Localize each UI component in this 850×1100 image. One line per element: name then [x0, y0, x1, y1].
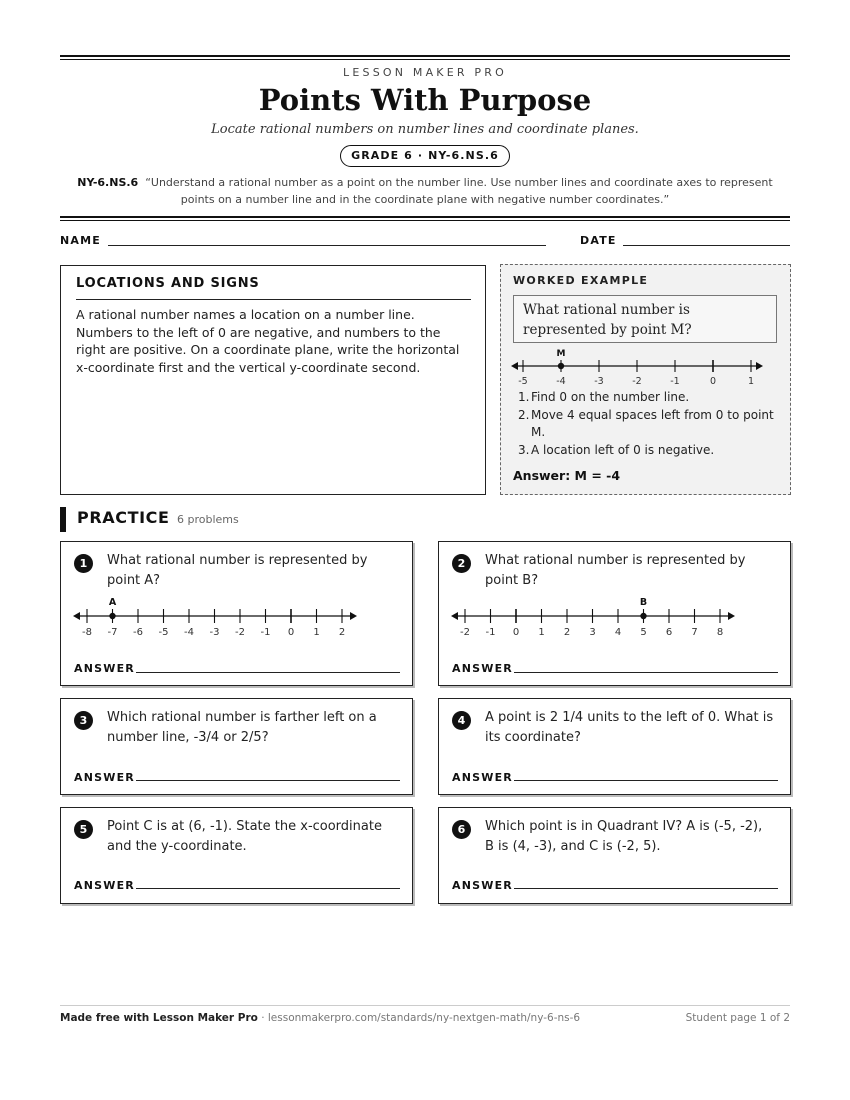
worked-example-box [500, 264, 791, 495]
point-label: B [639, 597, 648, 608]
problem-card-5 [60, 807, 413, 904]
tick-label: 3 [589, 627, 596, 638]
step-item: 1. Find 0 on the number line. [518, 390, 690, 404]
footer-made-with: Made free with Lesson Maker Pro [60, 1012, 258, 1024]
footer-url[interactable]: · lessonmakerpro.com/standards/ny-nextgen-math/ny-6-ns-6 [257, 1012, 581, 1024]
problem-number-line [71, 594, 371, 642]
tick-label: 6 [665, 627, 673, 638]
tick-label: -1 [485, 627, 496, 638]
practice-accent-bar [60, 507, 66, 532]
tick-label: 4 [614, 627, 622, 638]
step-item: 2. Move 4 equal spaces left from 0 to point M. [518, 407, 774, 439]
right-arrow-icon [350, 612, 357, 620]
tick-label: -3 [209, 627, 220, 638]
date-field[interactable] [623, 245, 790, 246]
tick-label: -3 [594, 376, 604, 387]
tick-label: 0 [512, 627, 520, 638]
practice-count: 6 problems [177, 513, 239, 526]
answer-field[interactable] [136, 780, 400, 781]
answer-label: ANSWER [74, 662, 135, 675]
concept-divider [76, 299, 471, 300]
tick-label: -2 [235, 627, 245, 638]
left-arrow-icon [73, 612, 80, 620]
problem-number: 1 [74, 554, 93, 573]
problem-number: 3 [74, 711, 93, 730]
tick-label: -2 [632, 376, 642, 387]
problem-card-1 [60, 541, 413, 686]
problem-question: A point is 2 1/4 units to the left of 0. What is its coordinate? [485, 710, 774, 745]
footer-credit [60, 1012, 580, 1024]
footer-divider [60, 1005, 790, 1006]
answer-field[interactable] [514, 672, 778, 673]
top-rule [60, 55, 790, 60]
tick-label: -4 [184, 627, 194, 638]
tick-label: -1 [670, 376, 680, 387]
concept-body: A rational number names a location on a number line. Numbers to the left of 0 are negative, and numbers to the right are positive. On a coordinate plane, write the horizontal x-coordinate first and the vertical y-coordinate second. [76, 307, 460, 375]
standard-code: NY-6.NS.6 [77, 176, 139, 189]
tick-label: 1 [747, 376, 755, 387]
tick-label: 2 [338, 627, 346, 638]
practice-title: PRACTICE [77, 508, 170, 527]
name-date-row [60, 234, 790, 250]
tick-label: -6 [133, 627, 143, 638]
standard-text: “Understand a rational number as a point on the number line. Use number lines and coordinate axes to represent points on a number line and in the coordinate plane with negative number coordinates.” [145, 176, 773, 206]
tick-label: 2 [563, 627, 571, 638]
answer-field[interactable] [514, 888, 778, 889]
right-arrow-icon [756, 362, 763, 370]
grade-badge: GRADE 6 · NY-6.NS.6 [340, 145, 510, 167]
problem-question: Which point is in Quadrant IV? A is (-5, -2), B is (4, -3), and C is (-2, 5). [485, 819, 763, 854]
answer-field[interactable] [136, 888, 400, 889]
left-arrow-icon [451, 612, 458, 620]
tick-label: 1 [538, 627, 545, 638]
problem-number: 6 [452, 820, 471, 839]
left-arrow-icon [511, 362, 518, 370]
tick-label: -7 [107, 627, 118, 638]
answer-label: ANSWER [452, 879, 513, 892]
answer-label: ANSWER [452, 662, 513, 675]
tick-label: -8 [82, 627, 92, 638]
page-subtitle: Locate rational numbers on number lines and coordinate planes. [211, 122, 639, 137]
worked-example-number-line [509, 348, 769, 388]
problem-number: 2 [452, 554, 471, 573]
worked-example-question: What rational number is represented by point M? [513, 295, 777, 343]
tick-label: -1 [260, 627, 271, 638]
tick-label: 8 [716, 627, 724, 638]
point-marker [109, 613, 115, 619]
answer-label: ANSWER [74, 771, 135, 784]
answer-label: ANSWER [74, 879, 135, 892]
problem-card-2 [438, 541, 791, 686]
concept-box [60, 265, 486, 495]
tick-label: -5 [518, 376, 528, 387]
problem-number: 5 [74, 820, 93, 839]
brand-name: LESSON MAKER PRO [343, 66, 507, 79]
concept-heading: LOCATIONS AND SIGNS [76, 276, 260, 291]
header-bottom-rule [60, 216, 790, 221]
problem-card-6 [438, 807, 791, 904]
tick-label: 5 [640, 627, 647, 638]
problem-number: 4 [452, 711, 471, 730]
problem-card-3 [60, 698, 413, 795]
answer-field[interactable] [136, 672, 400, 673]
date-label: DATE [580, 234, 617, 247]
problem-question: Point C is at (6, -1). State the x-coordinate and the y-coordinate. [107, 819, 382, 854]
point-label: M [556, 349, 566, 359]
worked-example-heading: WORKED EXAMPLE [513, 274, 649, 287]
name-field[interactable] [108, 245, 546, 246]
tick-label: 0 [287, 627, 295, 638]
worked-example-answer: Answer: M = -4 [513, 468, 621, 483]
problem-question: What rational number is represented by point A? [107, 553, 368, 588]
point-marker [558, 363, 564, 369]
answer-label: ANSWER [452, 771, 513, 784]
problem-question: What rational number is represented by point B? [485, 553, 746, 588]
problem-number-line [449, 594, 749, 642]
problem-card-4 [438, 698, 791, 795]
tick-label: 7 [691, 627, 698, 638]
point-label: A [108, 597, 117, 608]
footer-page-number: Student page 1 of 2 [685, 1012, 790, 1024]
tick-label: -2 [460, 627, 470, 638]
answer-field[interactable] [514, 780, 778, 781]
tick-label: 0 [709, 376, 717, 387]
step-item: 3. A location left of 0 is negative. [518, 442, 715, 457]
page-title: Points With Purpose [258, 83, 592, 117]
tick-label: 1 [313, 627, 320, 638]
right-arrow-icon [728, 612, 735, 620]
name-label: NAME [60, 234, 101, 247]
tick-label: -4 [556, 376, 566, 387]
point-marker [640, 613, 646, 619]
tick-label: -5 [158, 627, 169, 638]
standard-statement [60, 174, 790, 208]
worked-example-steps [513, 389, 783, 459]
problem-question: Which rational number is farther left on a number line, -3/4 or 2/5? [107, 710, 377, 745]
